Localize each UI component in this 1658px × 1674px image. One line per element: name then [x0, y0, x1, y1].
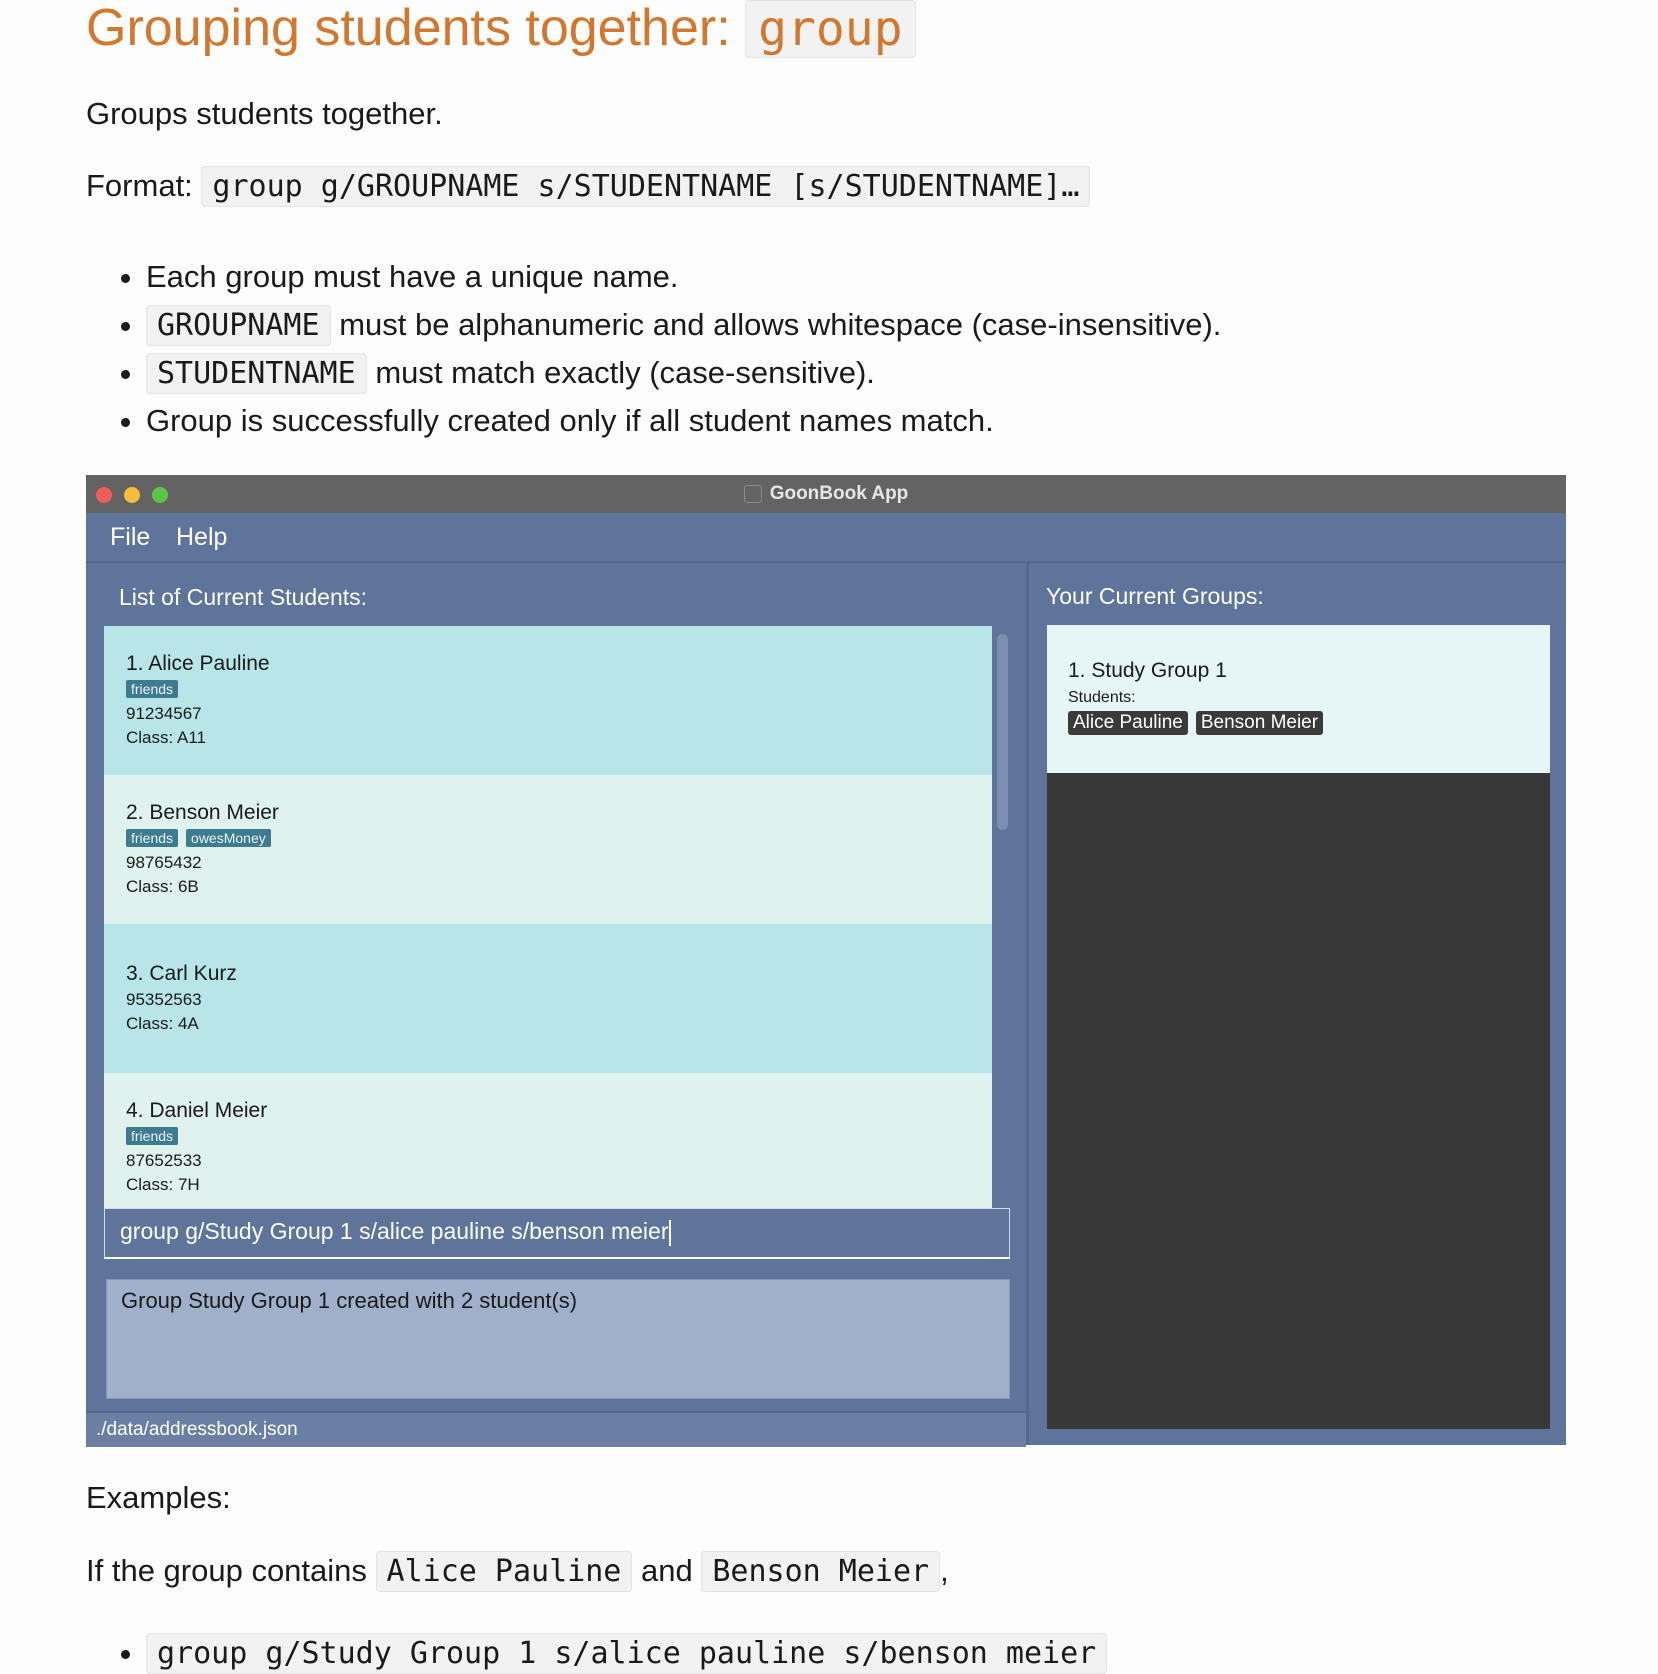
format-code: group g/GROUPNAME s/STUDENTNAME [s/STUDENTNAME]… — [201, 166, 1090, 207]
student-class: Class: 7H — [126, 1175, 200, 1194]
close-window-button[interactable] — [96, 487, 112, 503]
student-phone: 87652533 — [126, 1151, 202, 1170]
rule-item — [146, 301, 1221, 349]
student-list[interactable] — [104, 626, 992, 1194]
result-message: Group Study Group 1 created with 2 student(s) — [121, 1288, 578, 1313]
group-card[interactable] — [1047, 625, 1550, 773]
example-comma: , — [940, 1553, 949, 1588]
student-card[interactable] — [104, 626, 992, 775]
student-name: 3. Carl Kurz — [126, 962, 237, 985]
page-title-code: group — [745, 0, 916, 58]
student-tags — [126, 680, 186, 699]
example-item — [146, 1635, 1107, 1671]
student-tags — [126, 1127, 186, 1146]
student-name: 1. Alice Pauline — [126, 652, 270, 675]
example-code: Benson Meier — [701, 1551, 940, 1592]
member-badge: Benson Meier — [1196, 711, 1323, 735]
rule-item — [146, 397, 1221, 445]
page-title — [86, 0, 916, 58]
minimize-window-button[interactable] — [124, 487, 140, 503]
format-line — [86, 168, 1090, 204]
tag-badge: friends — [126, 680, 178, 698]
tag-badge: friends — [126, 829, 178, 847]
group-members — [1068, 711, 1331, 735]
student-pane — [86, 563, 1029, 1445]
student-name: 4. Daniel Meier — [126, 1099, 268, 1122]
student-card[interactable] — [104, 1073, 992, 1222]
command-input-text — [120, 1218, 671, 1246]
rule-item — [146, 253, 1221, 301]
examples-label: Examples: — [86, 1480, 231, 1515]
student-card[interactable] — [104, 924, 992, 1073]
window-title: GoonBook App — [769, 483, 909, 504]
student-phone: 95352563 — [126, 990, 202, 1009]
command-input[interactable] — [104, 1208, 1010, 1259]
result-display — [106, 1279, 1010, 1399]
student-card[interactable] — [104, 775, 992, 924]
menu-file[interactable]: File — [110, 523, 151, 551]
tag-badge: friends — [126, 1127, 178, 1145]
rules-list — [86, 253, 1221, 445]
menu-bar — [86, 513, 1566, 563]
example-intro — [86, 1553, 949, 1589]
example-and: and — [640, 1553, 693, 1588]
student-class: Class: A11 — [126, 728, 207, 747]
rule-code: STUDENTNAME — [146, 353, 367, 394]
example-list — [86, 1635, 1107, 1671]
student-phone: 98765432 — [126, 853, 202, 872]
group-pane — [1029, 563, 1566, 1445]
rule-text: Group is successfully created only if all student names match. — [146, 403, 994, 438]
app-window — [86, 475, 1566, 1445]
rule-item — [146, 349, 1221, 397]
page-title-text: Grouping students together: — [86, 0, 731, 57]
group-list-empty-area — [1047, 773, 1550, 1429]
example-intro-text: If the group contains — [86, 1553, 367, 1588]
example-command: group g/Study Group 1 s/alice pauline s/benson meier — [146, 1633, 1107, 1674]
status-bar — [86, 1411, 1026, 1447]
student-class: Class: 4A — [126, 1014, 199, 1033]
group-name: 1. Study Group 1 — [1068, 659, 1227, 682]
title-bar — [86, 475, 1566, 513]
student-list-scrollbar[interactable] — [995, 626, 1009, 1182]
student-tags — [126, 829, 279, 848]
intro-text: Groups students together. — [86, 96, 443, 131]
scrollbar-thumb[interactable] — [997, 634, 1008, 830]
example-code: Alice Pauline — [376, 1551, 633, 1592]
command-value: group g/Study Group 1 s/alice pauline s/benson meier — [120, 1218, 669, 1244]
menu-help[interactable]: Help — [176, 523, 228, 551]
status-file-path: ./data/addressbook.json — [96, 1419, 298, 1440]
app-logo-icon — [744, 485, 762, 503]
student-phone: 91234567 — [126, 704, 202, 723]
text-caret — [669, 1220, 671, 1246]
rule-text: must be alphanumeric and allows whitespace (case-insensitive). — [339, 307, 1222, 342]
rule-text: must match exactly (case-sensitive). — [375, 355, 875, 390]
rule-text: Each group must have a unique name. — [146, 259, 679, 294]
rule-code: GROUPNAME — [146, 305, 331, 346]
tag-badge: owesMoney — [186, 829, 271, 847]
member-badge: Alice Pauline — [1068, 711, 1188, 735]
groups-label: Your Current Groups: — [1046, 583, 1264, 609]
student-name: 2. Benson Meier — [126, 801, 279, 824]
maximize-window-button[interactable] — [152, 487, 168, 503]
format-label: Format: — [86, 168, 193, 203]
students-label: List of Current Students: — [119, 584, 368, 610]
student-class: Class: 6B — [126, 877, 199, 896]
group-students-label: Students: — [1068, 689, 1136, 706]
